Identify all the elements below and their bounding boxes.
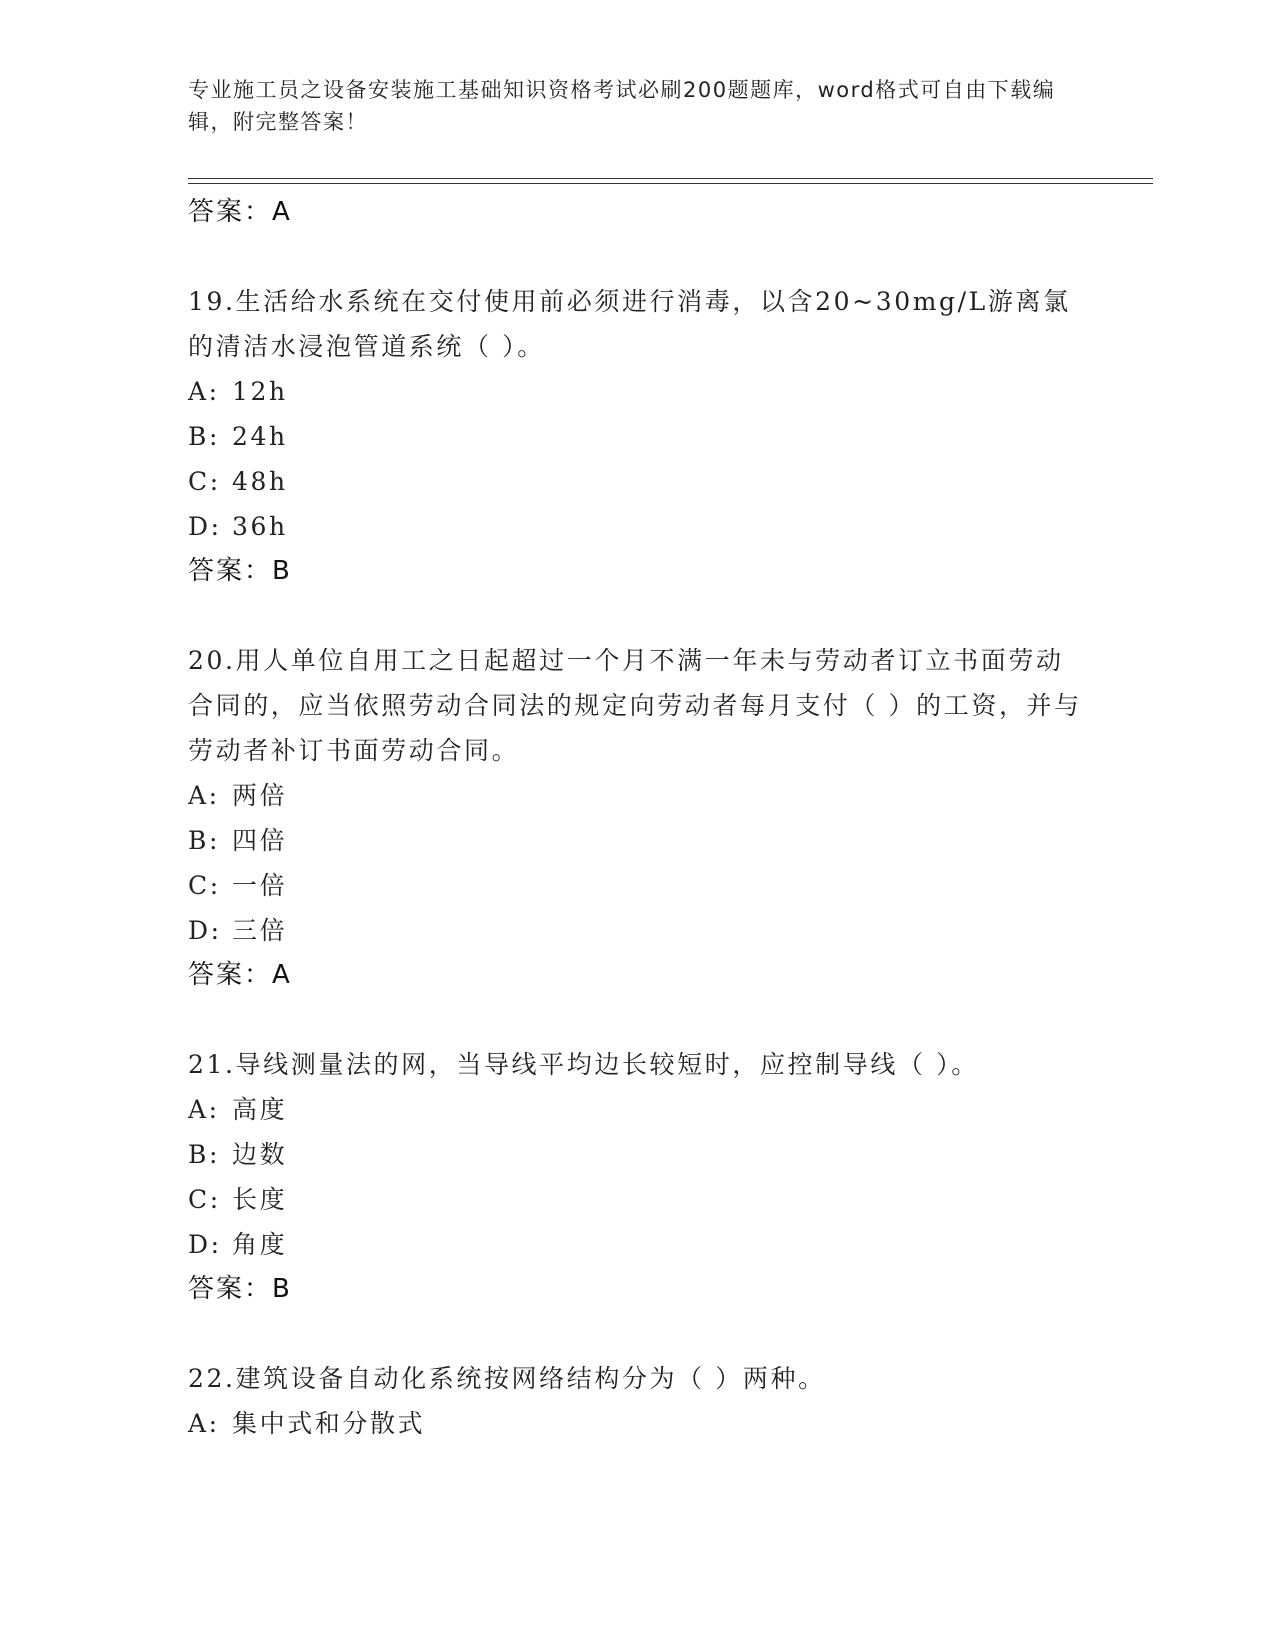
option-b xyxy=(188,414,1088,459)
option-a xyxy=(188,369,1088,414)
document-body xyxy=(188,190,1088,1446)
option-text: 24h xyxy=(232,422,288,451)
option-a xyxy=(188,1401,1088,1446)
option-letter: A: xyxy=(188,781,220,810)
option-c xyxy=(188,863,1088,908)
option-letter: A: xyxy=(188,1409,220,1438)
option-text: 边数 xyxy=(232,1140,288,1169)
question-22 xyxy=(188,1356,1088,1446)
option-text: 一倍 xyxy=(232,871,288,900)
option-a xyxy=(188,773,1088,818)
option-letter: B: xyxy=(188,1140,220,1169)
option-letter: B: xyxy=(188,422,220,451)
answer-label: 答案： xyxy=(188,1274,273,1304)
option-letter: D: xyxy=(188,1230,222,1259)
option-letter: A: xyxy=(188,377,220,406)
option-text: 角度 xyxy=(232,1230,288,1259)
option-text: 集中式和分散式 xyxy=(232,1409,426,1438)
answer-label: 答案： xyxy=(188,556,273,586)
question-stem: 22.建筑设备自动化系统按网络结构分为（ ）两种。 xyxy=(188,1364,826,1393)
option-c xyxy=(188,1177,1088,1222)
option-letter: B: xyxy=(188,826,220,855)
header-divider-top xyxy=(188,178,1153,179)
answer-value: A xyxy=(272,197,290,227)
option-text: 36h xyxy=(232,512,288,541)
option-b xyxy=(188,1132,1088,1177)
option-text: 三倍 xyxy=(232,916,288,945)
answer-value: B xyxy=(272,1274,290,1304)
option-text: 12h xyxy=(232,377,288,406)
option-d xyxy=(188,908,1088,953)
option-d xyxy=(188,1222,1088,1267)
option-text: 四倍 xyxy=(232,826,288,855)
answer-label: 答案： xyxy=(188,960,273,990)
question-21 xyxy=(188,1042,1088,1312)
answer-value: A xyxy=(272,960,290,990)
question-stem: 20.用人单位自用工之日起超过一个月不满一年未与劳动者订立书面劳动合同的，应当依照劳动合同法的规定向劳动者每月支付（ ）的工资，并与劳动者补订书面劳动合同。 xyxy=(188,646,1082,765)
question-stem: 21.导线测量法的网，当导线平均边长较短时，应控制导线（ ）。 xyxy=(188,1050,979,1079)
option-letter: A: xyxy=(188,1095,220,1124)
option-text: 高度 xyxy=(232,1095,288,1124)
question-19 xyxy=(188,279,1088,594)
document-header-title: 专业施工员之设备安装施工基础知识资格考试必刷200题题库，word格式可自由下载编辑，附完整答案！ xyxy=(188,78,1056,134)
answer-line-previous xyxy=(188,190,1088,235)
option-letter: D: xyxy=(188,512,222,541)
answer-line xyxy=(188,549,1088,594)
option-letter: C: xyxy=(188,871,221,900)
question-20 xyxy=(188,638,1088,998)
option-letter: C: xyxy=(188,467,221,496)
option-letter: C: xyxy=(188,1185,221,1214)
option-c xyxy=(188,459,1088,504)
option-b xyxy=(188,818,1088,863)
option-letter: D: xyxy=(188,916,222,945)
answer-label: 答案： xyxy=(188,197,273,227)
answer-line xyxy=(188,953,1088,998)
answer-line xyxy=(188,1267,1088,1312)
question-stem: 19.生活给水系统在交付使用前必须进行消毒，以含20~30mg/L游离氯的清洁水浸泡管道系统（ ）。 xyxy=(188,287,1071,361)
option-a xyxy=(188,1087,1088,1132)
option-text: 两倍 xyxy=(232,781,288,810)
option-d xyxy=(188,504,1088,549)
header-divider-bottom xyxy=(188,183,1153,184)
answer-value: B xyxy=(272,556,290,586)
option-text: 48h xyxy=(232,467,288,496)
option-text: 长度 xyxy=(232,1185,288,1214)
